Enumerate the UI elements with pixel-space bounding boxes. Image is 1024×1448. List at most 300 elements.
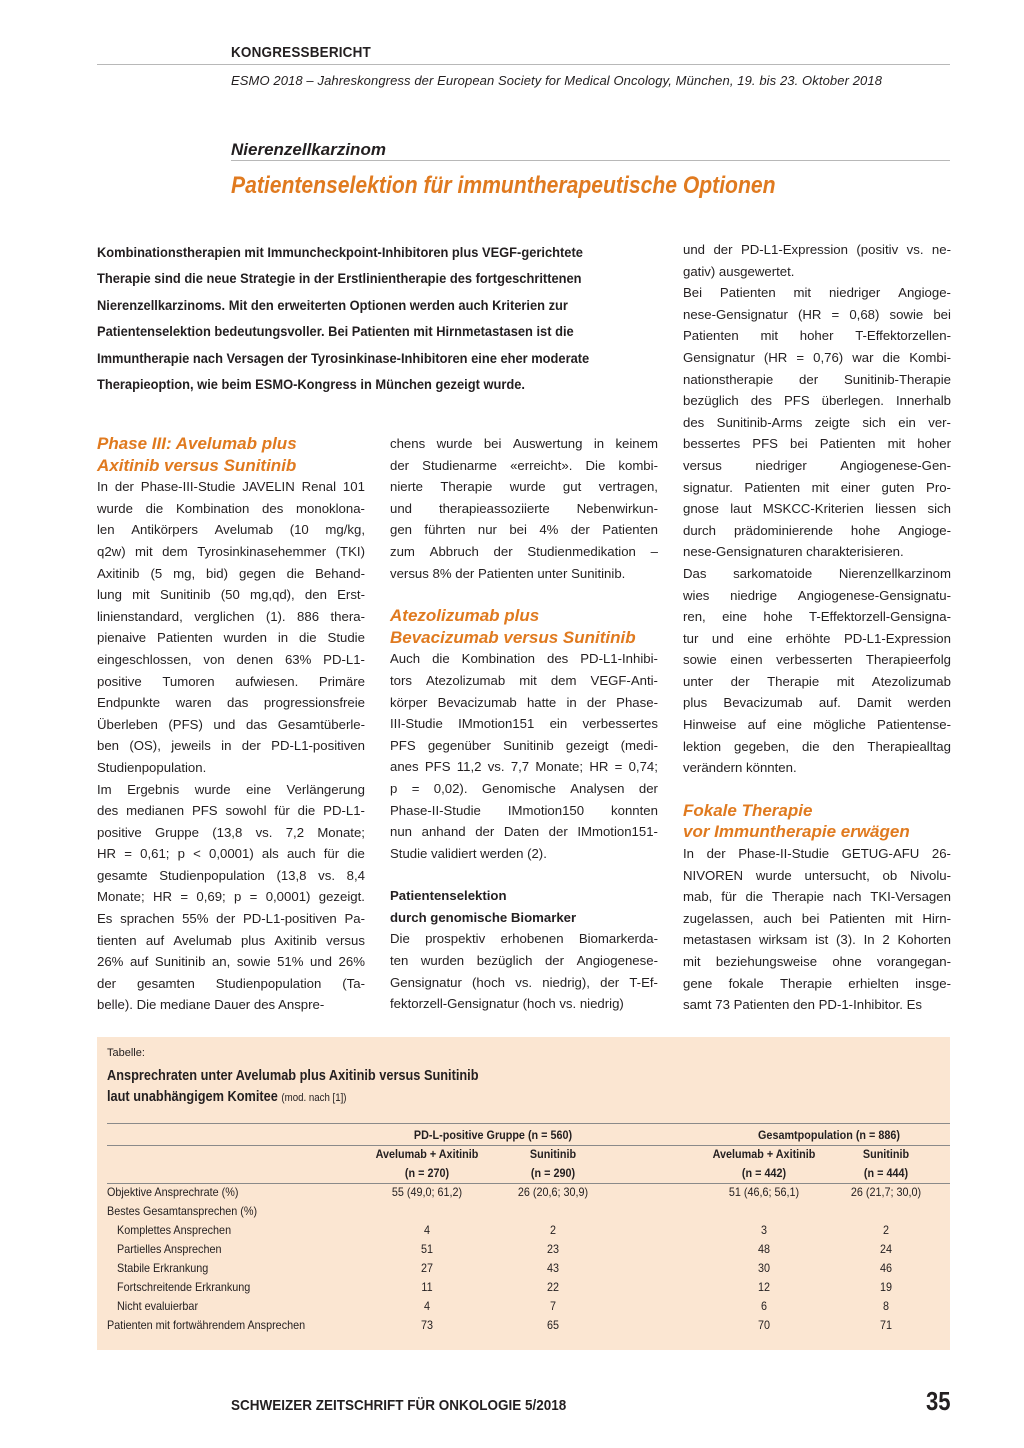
word: Axitinib [97, 565, 140, 581]
word: PD-L1-Expression [740, 242, 848, 257]
col1-line [97, 886, 365, 908]
word: Angiogenese-Gen- [840, 457, 951, 473]
word: Avelumab [214, 522, 274, 538]
word: IMmotion151- [577, 824, 658, 840]
word: prospektiv [425, 931, 486, 947]
col2-line [390, 519, 658, 541]
word: anhand [421, 824, 466, 840]
word: Patienten [719, 285, 776, 301]
col2-line [390, 648, 658, 670]
word: Antikörpers [131, 522, 198, 538]
word: Therapie [779, 975, 833, 991]
word: plus [683, 695, 708, 711]
word: konnten [611, 802, 658, 818]
word: sarkomatoide [733, 565, 813, 581]
word: Renal [301, 479, 337, 495]
word: überlegen. [821, 393, 884, 409]
word: gene [683, 975, 713, 991]
word: monoklona- [296, 500, 365, 516]
table-row-label: Partielles Ansprechen [117, 1242, 222, 1256]
word: Die [390, 931, 410, 947]
word: das [227, 695, 249, 711]
word: (positiv [856, 242, 899, 257]
table-cell: 70 [757, 1318, 771, 1332]
word: (13,8 [212, 824, 243, 840]
col2-line [390, 670, 658, 692]
word: Daten [503, 824, 540, 840]
word: ohne [832, 954, 862, 969]
word: Bevacizumab [723, 695, 803, 711]
word: Angiogenese-Gensignatu- [797, 587, 951, 603]
word: von [203, 651, 225, 667]
word: = [249, 889, 258, 905]
col2-line [390, 950, 658, 972]
word: der [97, 975, 117, 991]
word: gesamte [97, 867, 148, 883]
word: mit [132, 587, 150, 603]
word: mg,qd), [250, 587, 295, 603]
word: 0,0001) [209, 846, 254, 862]
word: der [586, 694, 606, 710]
word: mg, [173, 565, 196, 581]
word: chens [390, 436, 426, 451]
word: auch [763, 910, 792, 926]
word: p [390, 780, 398, 796]
word: PFS [424, 759, 451, 775]
word: Gensignatur [683, 349, 755, 365]
journal-footer: SCHWEIZER ZEITSCHRIFT FÜR ONKOLOGIE 5/2018 [231, 1397, 567, 1414]
word: PD-L1- [323, 651, 365, 667]
word: therapieassoziierte [438, 500, 550, 516]
table-cell: 23 [546, 1242, 560, 1256]
word: GETUG-AFU [841, 846, 920, 862]
col2-line [390, 756, 658, 778]
word: des [97, 803, 119, 819]
word: ten [390, 953, 409, 969]
word: nationstherapie [683, 371, 774, 387]
word: die [297, 803, 316, 819]
word: len [97, 522, 115, 538]
col3-line [683, 628, 951, 650]
col1-line [97, 671, 365, 693]
word: kombi- [618, 457, 658, 473]
word: < [193, 846, 201, 862]
word: und [711, 630, 734, 646]
header-divider [97, 64, 950, 65]
word: 886 [297, 608, 320, 624]
word: wurde [97, 500, 133, 516]
col3-line [683, 390, 951, 412]
section-heading: Bevacizumab versus Sunitinib [390, 627, 636, 647]
col3-line [683, 347, 951, 369]
word: wurden [223, 630, 267, 646]
word: pienaive [97, 630, 147, 646]
word: sowie [889, 306, 924, 322]
col3-line [683, 563, 951, 585]
word: PFS [191, 803, 218, 819]
word: vs. [255, 824, 273, 840]
congress-subtitle: ESMO 2018 – Jahreskongress der European Society for Medical Oncology, München, 19. bis 23. Oktober 2018 [231, 73, 883, 88]
word: IMmotion150 [507, 802, 585, 818]
word: gnose [683, 501, 719, 517]
word: vs. [906, 242, 924, 257]
word: 8,4 [346, 867, 365, 883]
table-row-label: Patienten mit fortwährendem Ansprechen [107, 1318, 306, 1332]
word: 0,0001) [265, 889, 311, 905]
word: PFS [752, 436, 778, 452]
word: HR [152, 889, 173, 905]
word: (5 [150, 565, 163, 581]
word: (Ta- [342, 975, 365, 991]
word: Therapie [771, 889, 824, 905]
word: NIVOREN [683, 867, 744, 883]
word: mit [887, 436, 906, 452]
col2-line [390, 713, 658, 735]
word: Sunitinib-Therapie [843, 371, 951, 387]
table-cell: 6 [760, 1299, 768, 1313]
word: Patienten [829, 910, 886, 926]
table-cell: 11 [421, 1280, 433, 1294]
word: tur [683, 630, 699, 646]
word: Phase-II-Studie [738, 846, 830, 862]
col1-line [97, 908, 365, 930]
word: (medi- [620, 737, 658, 753]
word: 0,02). [433, 780, 468, 796]
col1-line [97, 951, 365, 973]
word: nur [477, 522, 497, 538]
word: den [304, 587, 327, 603]
word: sprachen [120, 911, 175, 927]
word: 55% [182, 911, 209, 927]
word: Studie [327, 630, 365, 646]
col1-line [97, 541, 365, 563]
col2-line [390, 541, 658, 563]
word: (hoch [472, 974, 506, 990]
word: signatur. [683, 479, 733, 495]
word: Bei [683, 285, 703, 301]
word: plus [240, 932, 266, 948]
word: linienstandard, [97, 608, 183, 624]
word: die [882, 349, 901, 365]
word: unter [683, 673, 714, 689]
word: Angioge- [898, 522, 951, 538]
col3-line [683, 951, 951, 973]
word: erhöhte [785, 630, 831, 646]
word: Gruppe [154, 824, 199, 840]
word: Atezolizumab [871, 673, 951, 689]
word: 0,74; [628, 759, 658, 775]
table-cell: 3 [760, 1223, 768, 1237]
word: Patienten [744, 479, 801, 495]
word: Erst- [337, 587, 365, 603]
word: der [730, 673, 750, 689]
word: 11,2 [456, 759, 482, 775]
col3-line [683, 304, 951, 326]
col2-line [390, 692, 658, 714]
col3-line [683, 973, 951, 995]
article-section: Nierenzellkarzinom [231, 140, 386, 159]
word: PD-L1-positiven [271, 738, 365, 754]
word: hoher [917, 436, 951, 452]
word: Analysen [570, 780, 625, 796]
col3-line [683, 843, 951, 865]
word: 0,69; [196, 889, 226, 905]
word: wurden [420, 953, 465, 969]
word: zum [390, 543, 415, 559]
word: gegen [238, 565, 276, 581]
word: Nierenzellkarzinom [838, 565, 951, 581]
word: (TKI) [335, 543, 365, 559]
lead-line: Therapieoption, wie beim ESMO-Kongress in München gezeigt wurde. [97, 376, 525, 393]
word: PFS [390, 737, 416, 753]
column-header: Sunitinib [529, 1147, 577, 1161]
col3-line [683, 325, 951, 347]
word: einer [840, 479, 871, 495]
word: dem [550, 672, 577, 688]
word: und [310, 954, 333, 970]
word: Monate; [317, 824, 365, 840]
column-header: Sunitinib [862, 1147, 910, 1161]
word: Sunitinib-Arms [716, 414, 803, 430]
word: Die [585, 457, 606, 473]
word: in [566, 694, 577, 710]
table-cell: 24 [879, 1242, 893, 1256]
word: führten [424, 522, 466, 538]
word: vs. [318, 867, 335, 883]
word: 26% [97, 954, 124, 970]
table-rule [107, 1123, 950, 1124]
word: auch [286, 846, 316, 862]
word: Bevacizumab [437, 694, 517, 710]
word: die [745, 889, 764, 905]
col1-line [97, 649, 365, 671]
col3-line [683, 520, 951, 542]
table-cell: 2 [549, 1223, 557, 1237]
word: PD-L1-Expression [843, 630, 951, 646]
word: eingeschlossen, [97, 651, 192, 667]
word: Phase- [616, 694, 658, 710]
table-cell: 30 [757, 1261, 771, 1275]
table-cell: 71 [879, 1318, 893, 1332]
table-cell: 26 (20,6; 30,9) [517, 1185, 589, 1199]
word: vs. [487, 759, 505, 775]
col3-line: verändern könnten. [683, 760, 797, 776]
word: den [832, 738, 855, 754]
word: verglichen [194, 608, 255, 624]
word: bid) [206, 565, 229, 581]
column-header-n: (n = 444) [863, 1166, 909, 1180]
table-cell: 22 [546, 1280, 560, 1294]
table-cell: 4 [423, 1223, 431, 1237]
col3-line [683, 692, 951, 714]
col3-line: gativ) ausgewertet. [683, 263, 795, 279]
word: gezeigt [565, 737, 609, 753]
table-cell: 4 [423, 1299, 431, 1313]
word: tors [390, 672, 412, 688]
word: bezüglich [683, 393, 739, 409]
word: die [299, 630, 317, 646]
word: ver- [928, 414, 951, 430]
table-title [107, 1066, 479, 1109]
column-header: Avelumab + Axitinib [712, 1147, 816, 1161]
text-column-1 [97, 433, 365, 1016]
word: bezüglich [476, 953, 533, 969]
article-lead [97, 239, 737, 397]
word: die [432, 651, 450, 667]
word: niedriger [755, 457, 807, 473]
word: T-Ef- [629, 974, 658, 990]
word: bei [509, 522, 527, 538]
section-heading: Axitinib versus Sunitinib [97, 455, 297, 475]
word: Behand- [315, 565, 365, 581]
word: dem [162, 543, 188, 559]
word: mit [760, 328, 779, 344]
word: an, [211, 954, 231, 970]
word: Gesamtüberle- [277, 716, 365, 732]
word: nese-Gensignatur [683, 306, 788, 322]
table-row-label: Bestes Gesamtansprechen (%) [107, 1204, 258, 1218]
spacer [683, 779, 951, 800]
word: ein [549, 716, 568, 732]
table-rule [107, 1145, 950, 1146]
word: anes [390, 759, 419, 775]
word: Kombination [176, 500, 250, 516]
word: (10 [289, 522, 309, 538]
word: HR [97, 846, 117, 862]
word: nach [832, 889, 862, 905]
col1-line [97, 800, 365, 822]
word: wurde [194, 781, 231, 797]
col3-line [683, 886, 951, 908]
word: wurde [436, 436, 473, 451]
word: hohe [763, 609, 793, 625]
word: wurde [509, 479, 546, 495]
table-cell: 51 [420, 1242, 434, 1256]
table-cell: 27 [420, 1261, 434, 1275]
word: HR [589, 759, 609, 775]
col2-line [390, 800, 658, 822]
word: sowie [683, 652, 717, 668]
word: ben [97, 738, 120, 754]
word: T-Effektorzell-Gensigna- [809, 609, 951, 625]
word: des [262, 500, 284, 516]
word: wurde [755, 867, 792, 883]
word: für [721, 889, 737, 905]
word: (1). [265, 608, 286, 624]
table-cell: 48 [757, 1242, 771, 1256]
word: Ergebnis [127, 781, 180, 797]
col1-line [97, 606, 365, 628]
word: Pa- [344, 911, 365, 927]
word: Biomarkerda- [578, 931, 658, 947]
word: zugelassen, [683, 910, 754, 926]
lead-line: Immuntherapie nach Versagen der Tyrosinkinase-Inhibitoren eine eher moderate [97, 349, 590, 366]
word: durch [683, 522, 716, 538]
word: = [796, 349, 805, 365]
word: = [411, 780, 420, 796]
word: Innerhalb [895, 393, 951, 409]
col1-line: belle). Die mediane Dauer des Anspre- [97, 997, 325, 1013]
word: mit [793, 285, 812, 301]
word: thera- [330, 608, 365, 624]
word: Studienarme [422, 457, 497, 473]
word: Nebenwirkun- [576, 500, 658, 516]
word: Damit [857, 695, 892, 711]
word: In [97, 479, 108, 495]
word: jeweils [171, 738, 211, 754]
col3-line [683, 649, 951, 671]
lead-line: Therapie sind die neue Strategie in der Erstlinientherapie des fortgeschrittenen [97, 270, 582, 287]
word: laut [730, 501, 752, 517]
col2-line [390, 972, 658, 994]
col3-line [683, 606, 951, 628]
word: in [221, 738, 232, 754]
word: PFS [783, 393, 810, 409]
word: bei [483, 436, 502, 451]
word: Axitinib [274, 932, 317, 948]
word: positive [97, 824, 142, 840]
word: 2 [882, 932, 890, 948]
sub-heading: Patientenselektion [390, 888, 507, 904]
word: niedrige [730, 587, 778, 603]
word: mit [519, 672, 537, 688]
word: T-Effektorzellen- [855, 328, 951, 344]
word: erhobenen [500, 931, 564, 947]
word: versus [683, 457, 722, 473]
word: auf [747, 717, 766, 733]
word: (HR [797, 306, 822, 322]
word: lung [97, 587, 122, 603]
word: Nivolu- [909, 867, 951, 883]
word: mögliche [813, 717, 866, 733]
word: der [713, 242, 733, 257]
section-heading: vor Immuntherapie erwägen [683, 822, 910, 842]
word: PD-L1- [323, 803, 365, 819]
col1-line [97, 563, 365, 585]
word: zeigte [814, 414, 850, 430]
word: positive [97, 673, 142, 689]
col2-line [390, 433, 658, 455]
word: lektion [683, 738, 722, 754]
col2-line [390, 928, 658, 950]
col2-line [390, 476, 658, 498]
word: = [124, 846, 132, 862]
col2-line [390, 498, 658, 520]
word: und [390, 500, 413, 516]
word: vorangegan- [876, 954, 951, 969]
word: die [347, 846, 365, 862]
word: der [600, 974, 620, 990]
col3-line [683, 455, 951, 477]
word: Primäre [318, 673, 365, 689]
word: verbesserten [776, 652, 853, 668]
word: denen [236, 651, 274, 667]
word: gegenüber [427, 737, 491, 753]
col1-line [97, 519, 365, 541]
word: progressionsfreie [263, 695, 365, 711]
col2-line [390, 778, 658, 800]
word: 7,2 [285, 824, 305, 840]
word: 7,7 [510, 759, 530, 775]
word: = [614, 759, 623, 775]
word: werden [907, 695, 951, 711]
word: Therapieerfolg [865, 652, 951, 668]
col3-line [683, 433, 951, 455]
word: keinem [615, 436, 658, 451]
table-cell: 51 (46,6; 56,1) [728, 1185, 800, 1199]
word: VEGF-Anti- [590, 672, 658, 688]
word: der [493, 543, 513, 559]
